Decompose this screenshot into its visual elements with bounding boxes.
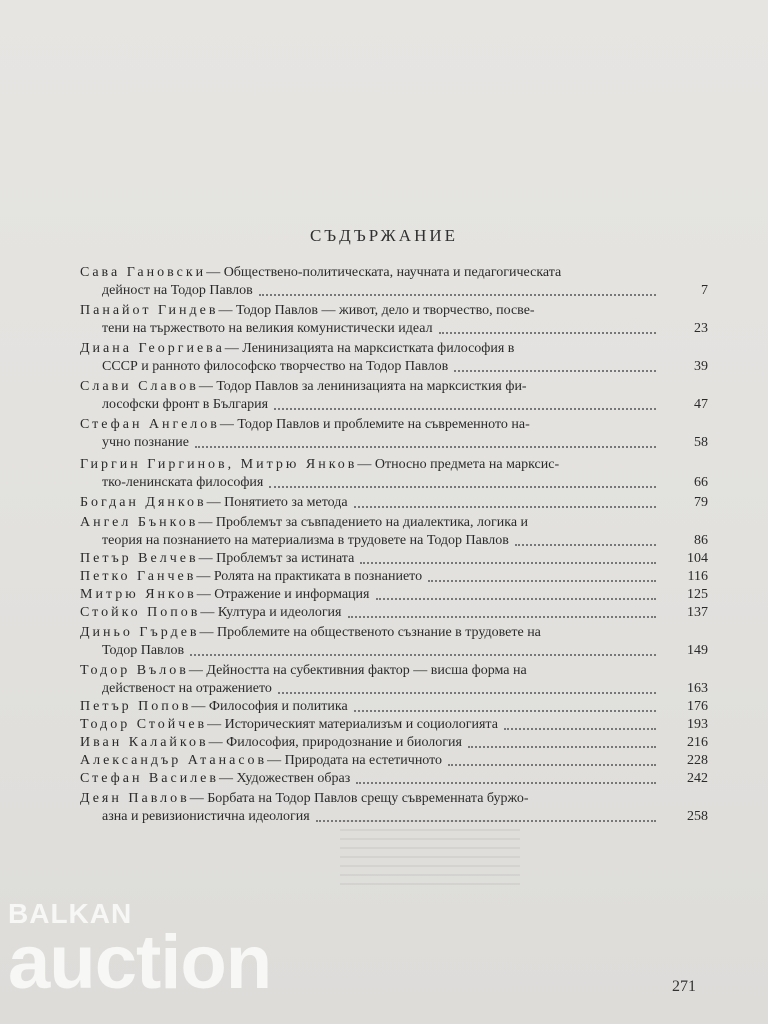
toc-entry-line [80,716,708,734]
toc-author: Тодор Вълов [80,663,189,678]
toc-entry-line [80,698,708,716]
toc-page-number: 228 [687,753,708,768]
toc-entry-line [80,568,708,586]
toc-author: Петко Ганчев [80,569,197,584]
dot-leader [259,294,656,296]
dot-leader [515,544,656,546]
toc-entry-last-line [80,532,708,550]
toc-entry-line [80,494,708,512]
toc-entry-first-line [80,456,708,474]
toc-title: — Тодор Павлов и проблемите на съвременното на- [219,417,530,432]
toc-title: — Проблемът за съвпадението на диалектика, логика и [198,515,529,530]
toc-entry [80,456,708,492]
toc-entry-text [80,568,422,586]
toc-title: — Борбата на Тодор Павлов срещу съвременната буржо- [189,791,529,806]
toc-author: Иван Калайков [80,735,209,750]
toc-title-continued: теория на познанието на материализма в трудовете на Тодор Павлов [102,533,509,548]
toc-entry-last-line [80,808,708,826]
toc-entry [80,662,708,698]
toc-entry-first-line [80,264,708,282]
toc-page-number: 242 [687,771,708,786]
dot-leader [439,332,656,334]
toc-author: Ангел Бънков [80,515,199,530]
toc-author: Деян Павлов [80,791,190,806]
toc-title-continued: учно познание [102,435,189,450]
toc-entry [80,264,708,300]
toc-author: Слави Славов [80,379,199,394]
toc-author: Петър Попов [80,699,192,714]
toc-entry [80,752,708,770]
toc-page-number: 193 [687,717,708,732]
toc-title: — Култура и идеология [200,605,342,620]
toc-page-number: 58 [694,435,708,450]
page-heading: СЪДЪРЖАНИЕ [309,226,459,245]
toc-entry-text [80,698,348,716]
toc-author: Александър Атанасов [80,753,268,768]
toc-entry [80,514,708,550]
toc-entry-text [80,604,342,622]
dot-leader [428,580,656,582]
toc-title-continued: азна и ревизионистична идеология [102,809,310,824]
toc-page-number: 86 [694,533,708,548]
toc-title: — Понятието за метода [206,495,348,510]
toc-entry [80,624,708,660]
toc-title: — Философия и политика [191,699,348,714]
toc-title: — Обществено-политическата, научната и педагогическата [206,265,562,280]
toc-page-number: 176 [687,699,708,714]
toc-title: — Проблемите на общественото съзнание в трудовете на [199,625,541,640]
dot-leader [269,486,656,488]
toc-entry-last-line [80,320,708,338]
toc-page-number: 66 [694,475,708,490]
toc-entry [80,790,708,826]
dot-leader [354,506,656,508]
toc-entry [80,378,708,414]
toc-entry-line [80,770,708,788]
toc-entry-text [80,550,354,568]
toc-entry-last-line [80,396,708,414]
toc-entry [80,302,708,338]
page-number: 271 [672,978,696,995]
toc-entry-text [80,770,350,788]
toc-title: — Философия, природознание и биология [208,735,462,750]
toc-entry-last-line [80,282,708,300]
toc-title-continued: тко-ленинската философия [102,475,264,490]
toc-entry-first-line [80,302,708,320]
toc-entry-last-line [80,434,708,452]
toc-entry-text [80,734,462,752]
toc-title: — Ролята на практиката в познанието [196,569,423,584]
toc-entry-first-line [80,624,708,642]
watermark-logo [8,898,272,1005]
toc-entry-first-line [80,662,708,680]
toc-title-continued: Тодор Павлов [102,643,185,658]
toc-author: Стефан Ангелов [80,417,220,432]
toc-entry-first-line [80,416,708,434]
toc-author: Сава Гановски [80,265,207,280]
toc-title-continued: дейност на Тодор Павлов [102,283,253,298]
dot-leader [504,728,656,730]
toc-author: Диана Георгиева [80,341,225,356]
toc-title-continued: действеност на отражението [102,681,272,696]
watermark-main-text: auction [8,920,272,1005]
dot-leader [376,598,657,600]
dot-leader [356,782,656,784]
toc-page-number: 79 [694,495,708,510]
toc-entry [80,340,708,376]
toc-entry-text [80,494,348,512]
toc-page-number: 149 [687,643,708,658]
toc-page-number: 7 [701,283,708,298]
table-of-contents [80,264,708,826]
toc-entry-text [80,752,442,770]
toc-entry-last-line [80,474,708,492]
dot-leader [448,764,656,766]
dot-leader [454,370,656,372]
toc-title: — Тодор Павлов — живот, дело и творчество, посве- [218,303,535,318]
toc-title: — Относно предмета на марксис- [357,457,560,472]
toc-entry [80,716,708,734]
dot-leader [348,616,657,618]
toc-author: Гиргин Гиргинов, Митрю Янков [80,457,358,472]
toc-author: Богдан Дянков [80,495,207,510]
toc-title: — Проблемът за истината [198,551,355,566]
toc-entry [80,568,708,586]
toc-page-number: 23 [694,321,708,336]
toc-entry-first-line [80,378,708,396]
toc-author: Тодор Стойчев [80,717,208,732]
toc-entry-text [80,716,498,734]
dot-leader [195,446,656,448]
toc-title: — Историческият материализъм и социологията [207,717,498,732]
watermark-top-text: BALKAN [8,898,133,929]
toc-entry [80,734,708,752]
toc-title: — Отражение и информация [196,587,370,602]
toc-entry [80,416,708,452]
toc-entry [80,494,708,512]
toc-entry-first-line [80,790,708,808]
toc-page-number: 125 [687,587,708,602]
toc-title-continued: тени на тържеството на великия комунистически идеал [102,321,433,336]
toc-title: — Природата на естетичното [267,753,443,768]
toc-entry-line [80,734,708,752]
toc-entry-first-line [80,514,708,532]
toc-entry-text [80,586,370,604]
toc-title: — Дейността на субективния фактор — висша форма на [188,663,527,678]
toc-entry-last-line [80,642,708,660]
dot-leader [468,746,656,748]
dot-leader [316,820,656,822]
toc-title: — Ленинизацията на марксистката философия в [224,341,515,356]
toc-title-continued: лософски фронт в България [102,397,269,412]
toc-author: Стойко Попов [80,605,201,620]
toc-entry-line [80,586,708,604]
toc-page-number: 258 [687,809,708,824]
toc-title: — Тодор Павлов за ленинизацията на марксисткия фи- [198,379,527,394]
toc-author: Диньо Гърдев [80,625,200,640]
toc-entry [80,604,708,622]
toc-page-number: 116 [687,569,708,584]
toc-title-continued: СССР и ранното философско творчество на Тодор Павлов [102,359,449,374]
toc-entry-line [80,550,708,568]
toc-author: Стефан Василев [80,771,220,786]
dot-leader [274,408,656,410]
toc-page-number: 163 [687,681,708,696]
bleed-through-text [340,820,520,890]
dot-leader [278,692,656,694]
toc-author: Петър Велчев [80,551,199,566]
toc-entry-line [80,752,708,770]
toc-entry-line [80,604,708,622]
toc-page-number: 216 [687,735,708,750]
toc-author: Панайот Гиндев [80,303,219,318]
toc-title: — Художествен образ [219,771,351,786]
toc-author: Митрю Янков [80,587,197,602]
dot-leader [354,710,656,712]
toc-page-number: 104 [687,551,708,566]
toc-entry [80,770,708,788]
toc-entry-first-line [80,340,708,358]
toc-entry [80,586,708,604]
dot-leader [190,654,656,656]
dot-leader [360,562,656,564]
toc-entry-last-line [80,358,708,376]
toc-page-number: 39 [694,359,708,374]
toc-page-number: 137 [687,605,708,620]
toc-page-number: 47 [694,397,708,412]
toc-entry [80,698,708,716]
toc-entry [80,550,708,568]
toc-entry-last-line [80,680,708,698]
